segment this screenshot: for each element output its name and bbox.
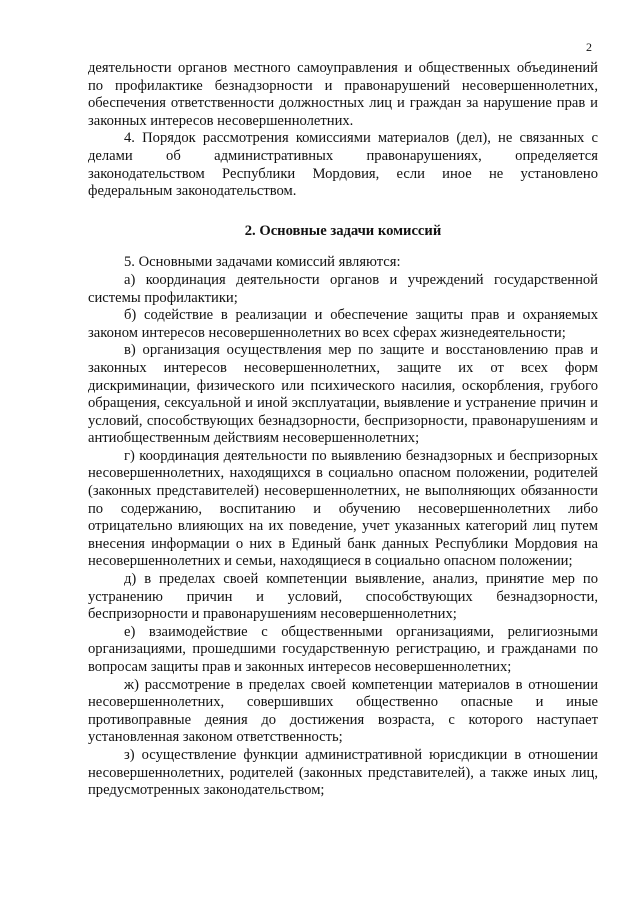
document-body: [88, 60, 598, 800]
page-number: 2: [586, 40, 592, 54]
list-item-a: а) координация деятельности органов и учреждений государственной системы профилактики;: [88, 271, 598, 306]
list-item-e: е) взаимодействие с общественными организациями, религиозными организациями, прошедшими государственную регистрацию, и гражданами по вопросам защиты прав и законных интересов несовершеннолетних;: [88, 623, 598, 675]
paragraph-continuation: деятельности органов местного самоуправления и общественных объединений по профилактике безнадзорности и правонарушений несовершеннолетних, обеспечения ответственности должностных лиц и граждан за нарушение прав и законных интересов несовершеннолетних.: [88, 60, 598, 129]
paragraph-item-5: 5. Основными задачами комиссий являются:: [124, 254, 401, 271]
list-item-z: з) осуществление функции административной юрисдикции в отношении несовершеннолетних, родителей (законных представителей), а также иных лиц, предусмотренных законодательством;: [88, 746, 598, 799]
paragraph-item-4: 4. Порядок рассмотрения комиссиями материалов (дел), не связанных с делами об административных правонарушениях, определяется законодательством Республики Мордовия, если иное не установлено федеральным законодательством.: [88, 130, 598, 200]
section-heading: 2. Основные задачи комиссий: [244, 222, 442, 239]
list-item-d: д) в пределах своей компетенции выявление, анализ, принятие мер по устранению причин и условий, способствующих безнадзорности, беспризорности и правонарушениям несовершеннолетних;: [88, 571, 598, 623]
list-item-v: в) организация осуществления мер по защите и восстановлению прав и законных интересов несовершеннолетних, защите их от всех форм дискриминации, физического или психического насилия, оскорбления, грубого обращения, сексуальной и иной эксплуатации, выявление и устранение причин и условий, способствующих безнадзорности, беспризорности, правонарушениям и антиобщественным действиям несовершеннолетних;: [88, 342, 598, 447]
list-item-g: г) координация деятельности по выявлению безнадзорных и беспризорных несовершеннолетних, находящихся в социально опасном положении, родителей (законных представителей) несовершеннолетних, не выполняющих обязанности по содержанию, воспитанию и обучению несовершеннолетних либо отрицательно влияющих на их поведение, учет указанных категорий лиц путем внесения информации о них в Единый банк данных Республики Мордовия на несовершеннолетних и семьи, находящиеся в социально опасном положении;: [88, 447, 598, 570]
list-item-zh: ж) рассмотрение в пределах своей компетенции материалов в отношении несовершеннолетних, совершивших общественно опасные и иные противоправные деяния до достижения возраста, с которого наступает установленная законом ответственность;: [88, 676, 598, 746]
list-item-b: б) содействие в реализации и обеспечение защиты прав и охраняемых законом интересов несовершеннолетних во всех сферах жизнедеятельности;: [88, 307, 598, 341]
